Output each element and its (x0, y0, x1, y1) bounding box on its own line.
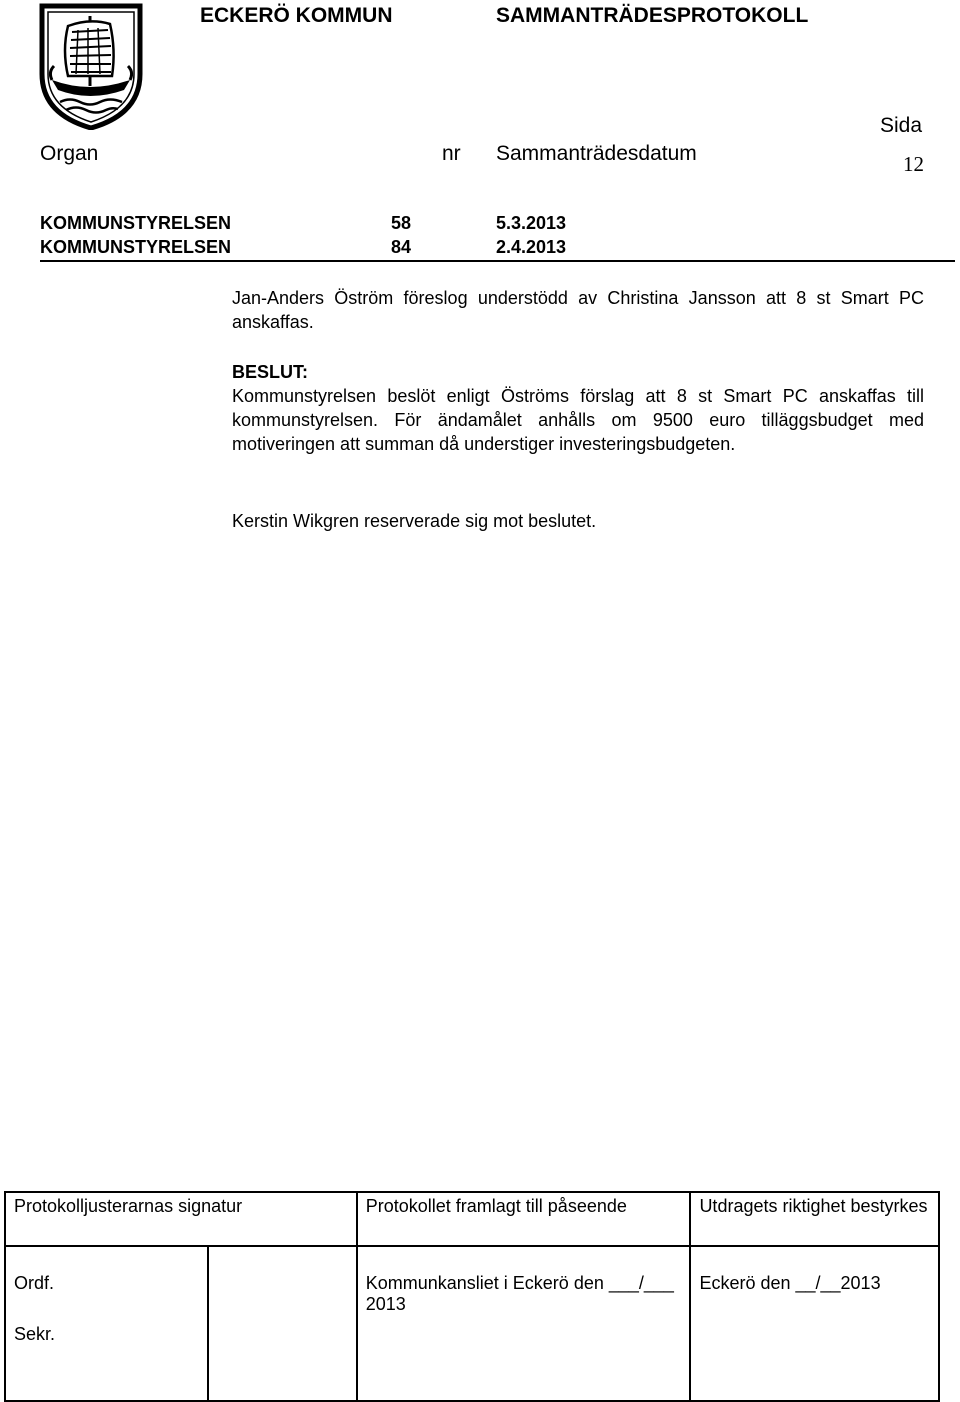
column-header-organ: Organ (40, 142, 99, 165)
extract-label: Utdragets riktighet bestyrkes (690, 1192, 939, 1246)
meeting-organ: KOMMUNSTYRELSEN (40, 237, 232, 257)
coat-of-arms-logo (38, 2, 144, 130)
posted-value: Kommunkansliet i Eckerö den ___/___ 2013 (357, 1246, 691, 1401)
municipality-name: ECKERÖ KOMMUN (200, 4, 393, 27)
meeting-date: 5.3.2013 (496, 213, 567, 233)
proposal-paragraph: Jan-Anders Öström föreslog understödd av Christina Jansson att 8 st Smart PC anskaffas. (232, 288, 924, 332)
meeting-nr: 84 (391, 237, 412, 257)
secretary-chair-cell (5, 1246, 208, 1401)
sekr-label: Sekr. (14, 1324, 56, 1344)
document-type: SAMMANTRÄDESPROTOKOLL (496, 4, 809, 27)
extract-value: Eckerö den __/__2013 (690, 1246, 939, 1401)
meeting-nr: 58 (391, 213, 412, 233)
beslut-heading: BESLUT: (232, 362, 308, 382)
reservation-paragraph: Kerstin Wikgren reserverade sig mot beslutet. (232, 511, 597, 531)
ordf-label: Ordf. (14, 1273, 55, 1293)
column-header-date: Sammanträdesdatum (496, 142, 697, 165)
signatures-label: Protokolljusterarnas signatur (5, 1192, 357, 1246)
signature-cell (208, 1246, 356, 1401)
column-header-nr: nr (442, 142, 461, 165)
signature-table (4, 1191, 940, 1402)
column-header-page: Sida (880, 114, 923, 137)
meeting-organ: KOMMUNSTYRELSEN (40, 213, 232, 233)
posted-label: Protokollet framlagt till påseende (357, 1192, 691, 1246)
page-number: 12 (903, 152, 924, 176)
header-divider (40, 260, 955, 262)
beslut-paragraph: Kommunstyrelsen beslöt enligt Öströms förslag att 8 st Smart PC anskaffas till kommunstyrelsen. För ändamålet anhålls om 9500 euro tilläggsbudget med motiveringen att summan då understiger investeringsbudgeten. (232, 386, 924, 454)
meeting-date: 2.4.2013 (496, 237, 567, 257)
